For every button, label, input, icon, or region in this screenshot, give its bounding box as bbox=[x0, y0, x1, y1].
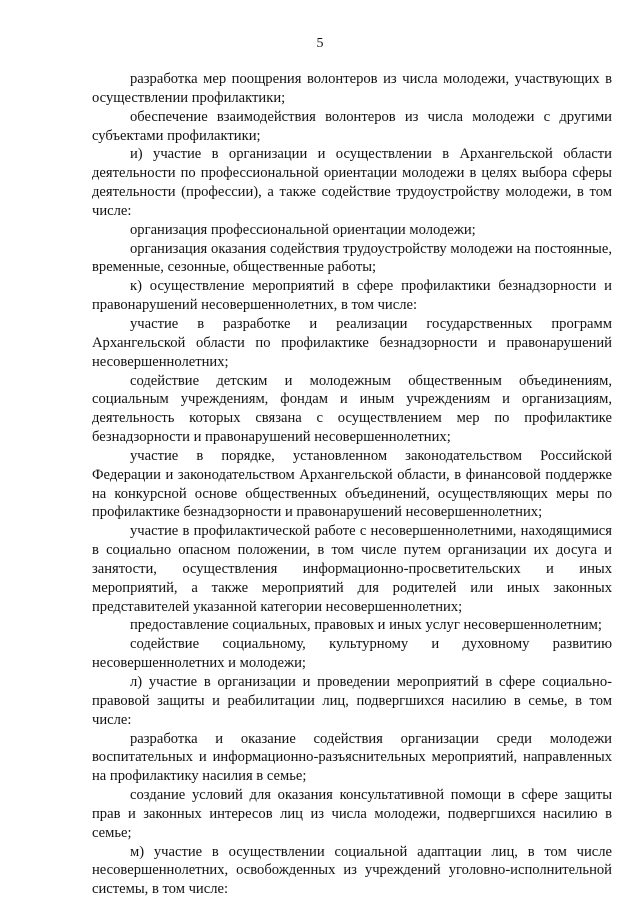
paragraph-services: предоставление социальных, правовых и иных услуг несовершеннолетним; bbox=[130, 617, 602, 634]
paragraph-legal-consultation: создание условий для оказания консультативной помощи в сфере защиты прав и законных интересов лиц из числа молодежи, подвергшихся насилию в семье; bbox=[92, 787, 612, 841]
paragraph-career-guidance: организация профессиональной ориентации молодежи; bbox=[130, 221, 476, 238]
paragraph-volunteer-incentives: разработка мер поощрения волонтеров из числа молодежи, участвующих в осуществлении профилактики; bbox=[92, 71, 612, 106]
paragraph-item-l: л) участие в организации и проведении мероприятий в сфере социально-правовой защиты и реабилитации лиц, подвергшихся насилию в семье, в том числе: bbox=[92, 674, 612, 728]
paragraph-state-programs: участие в разработке и реализации государственных программ Архангельской области по профилактике безнадзорности и правонарушений несовершеннолетних; bbox=[92, 315, 612, 370]
paragraph-financial-support: участие в порядке, установленном законодательством Российской Федерации и законодательством Архангельской области, в финансовой поддержке на конкурсной основе общественных объединений, осуществляющих меры по профилактике безнадзорности и правонарушений несовершеннолетних; bbox=[92, 447, 612, 521]
paragraph-item-m: м) участие в осуществлении социальной адаптации лиц, в том числе несовершеннолетних, освобожденных из учреждений уголовно-исполнительной системы, в том числе: bbox=[92, 843, 612, 898]
page-number: 5 bbox=[316, 36, 324, 51]
paragraph-item-i: и) участие в организации и осуществлении в Архангельской области деятельности по профессиональной ориентации молодежи в целях выбора сферы деятельности (профессии), а также содействие трудоустройству молодежи, в том числе: bbox=[92, 146, 612, 219]
document-body bbox=[92, 70, 612, 899]
paragraph-development: содействие социальному, культурному и духовному развитию несовершеннолетних и молодежи; bbox=[92, 636, 612, 672]
paragraph-volunteer-interaction: обеспечение взаимодействия волонтеров из числа молодежи с другими субъектами профилактики; bbox=[92, 108, 612, 144]
paragraph-employment-assistance: организация оказания содействия трудоустройству молодежи на постоянные, временные, сезонные, общественные работы; bbox=[92, 240, 612, 276]
paragraph-item-k: к) осуществление мероприятий в сфере профилактики безнадзорности и правонарушений несовершеннолетних, в том числе: bbox=[92, 278, 612, 314]
paragraph-violence-prevention: разработка и оказание содействия организации среди молодежи воспитательных и информационно-разъяснительных мероприятий, направленных на профилактику насилия в семье; bbox=[92, 730, 612, 785]
paragraph-associations-support: содействие детским и молодежным общественным объединениям, социальным учреждениям, фондам и иным учреждениям и организациям, деятельность которых связана с осуществлением мер по профилактике безнадзорности и правонарушений несовершеннолетних; bbox=[92, 372, 612, 446]
paragraph-preventive-work: участие в профилактической работе с несовершеннолетними, находящимися в социально опасном положении, в том числе путем организации их досуга и занятости, осуществления информационно-просветительских и иных мероприятий, а также мероприятий для родителей или иных законных представителей указанной категории несовершеннолетних; bbox=[92, 523, 612, 615]
